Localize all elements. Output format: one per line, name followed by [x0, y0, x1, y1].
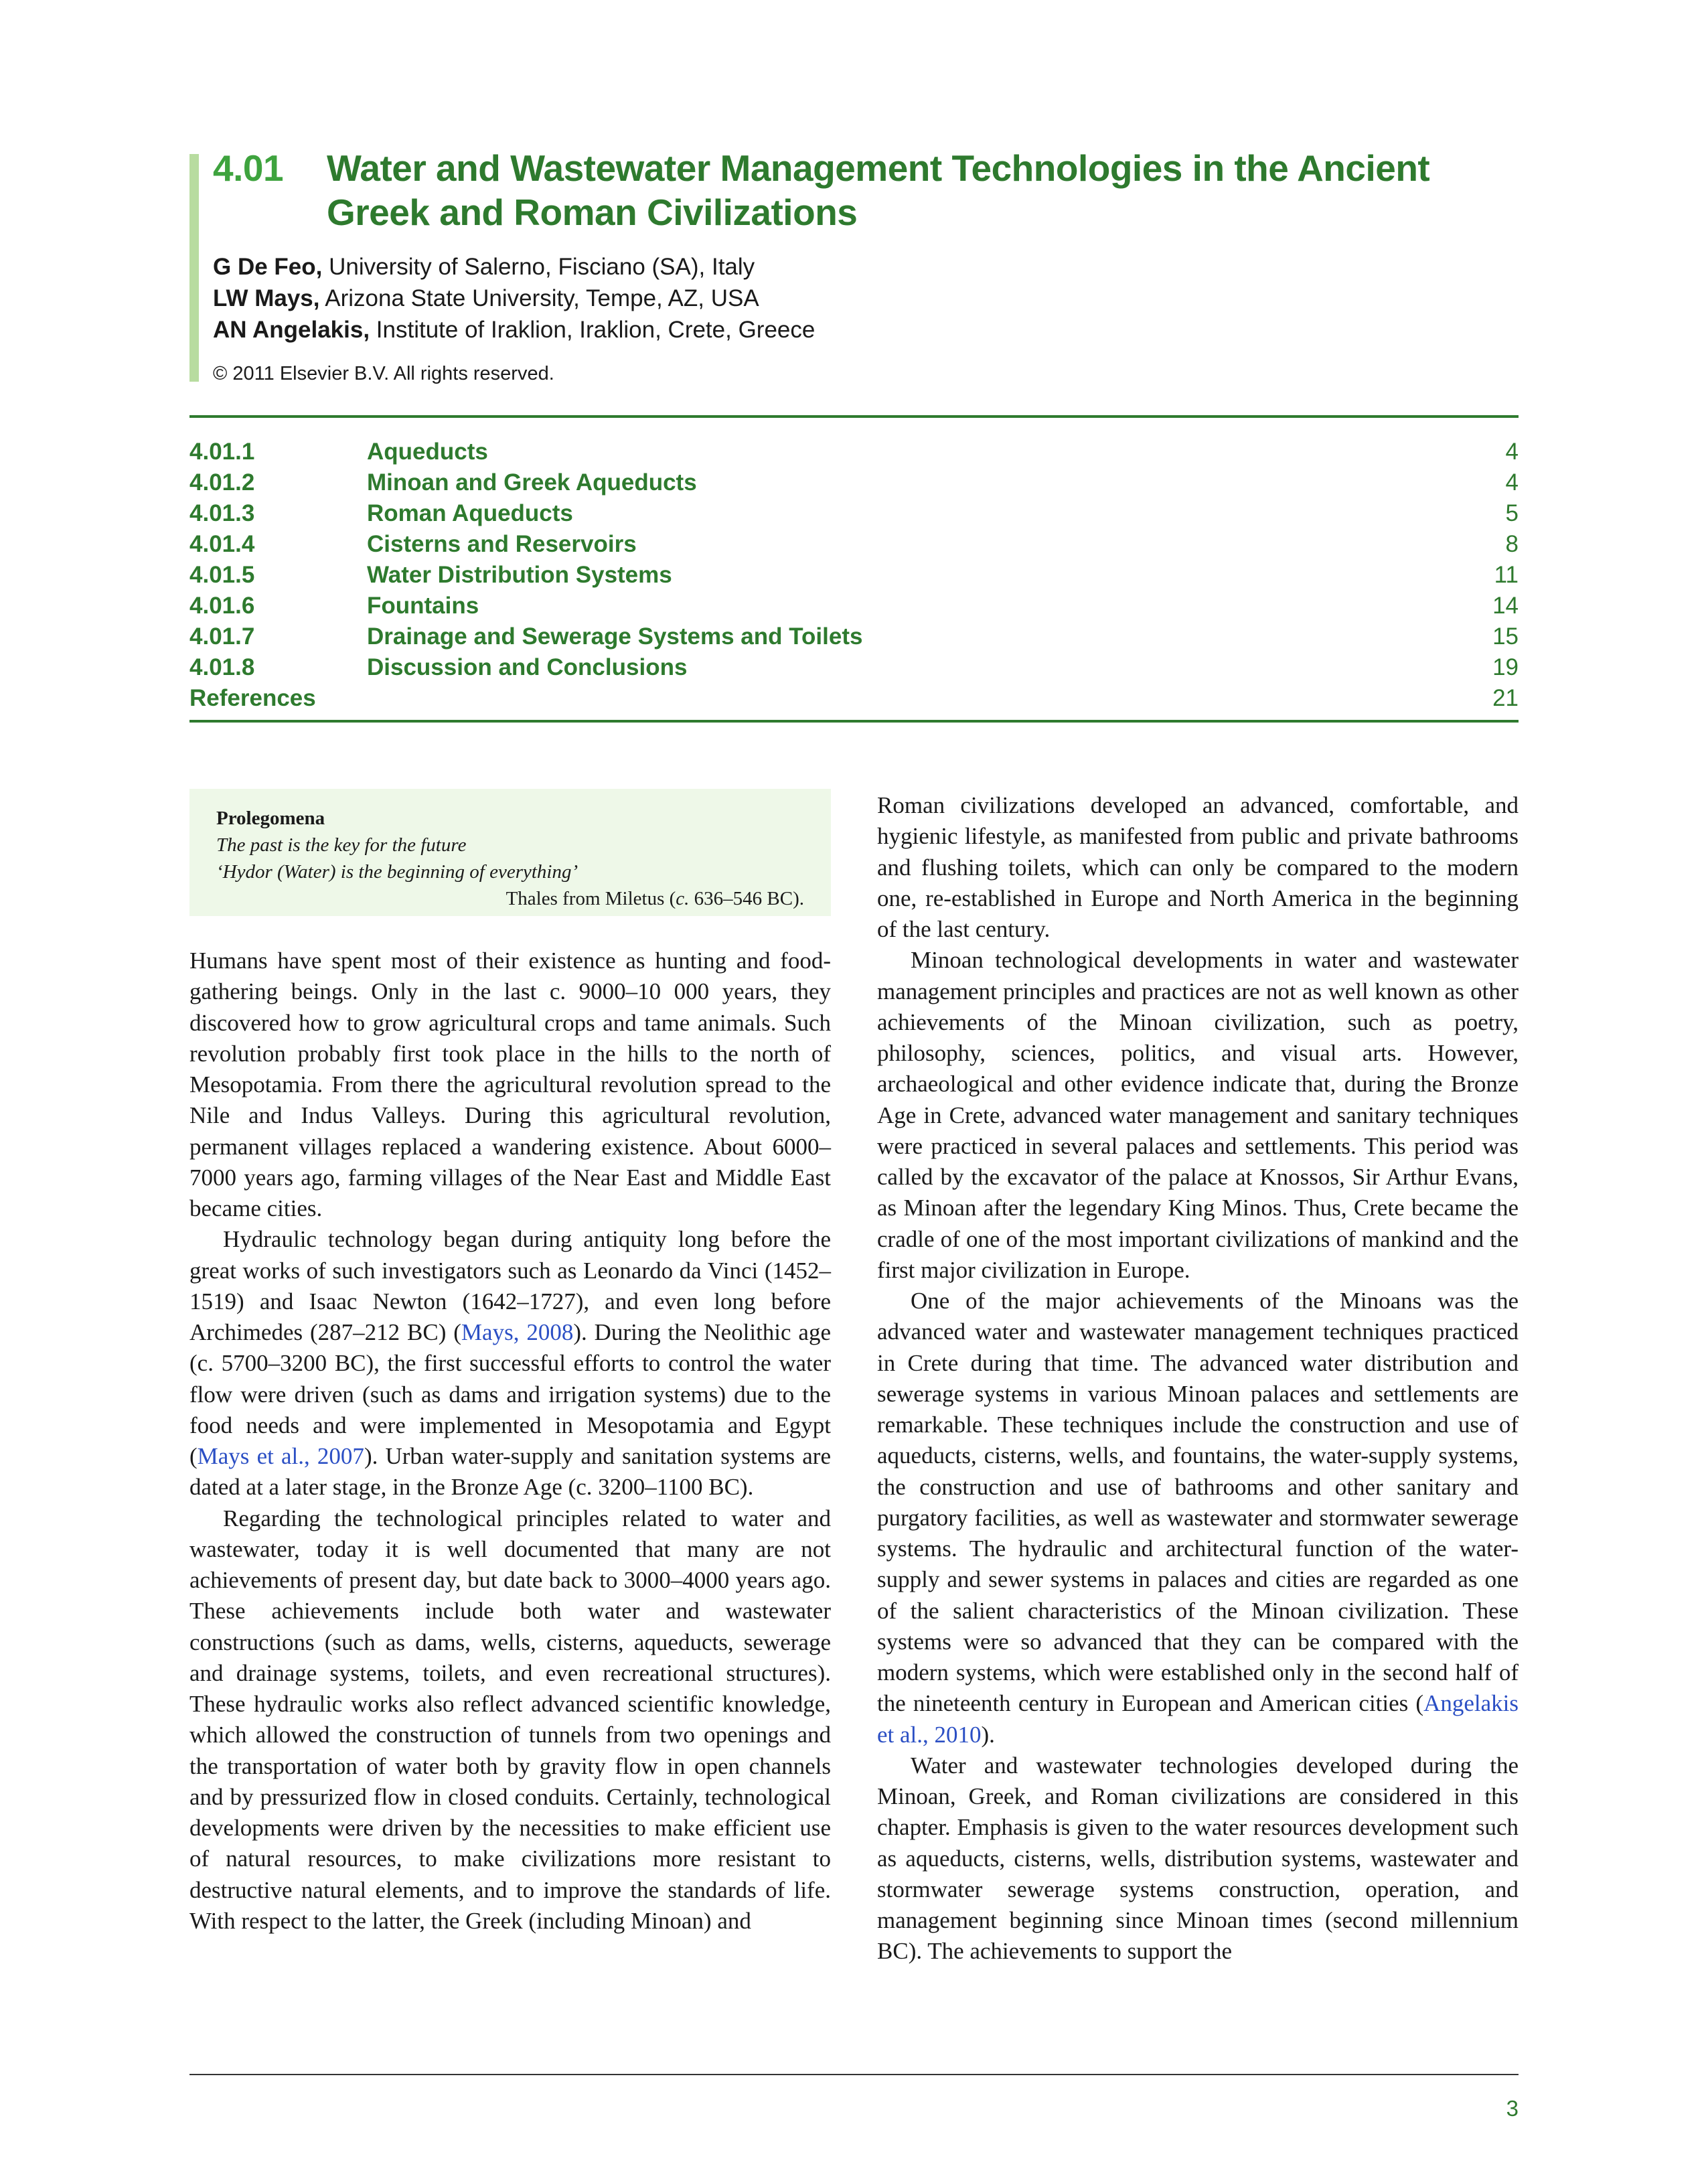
paragraph [877, 1286, 1519, 1750]
toc-number: 4.01.2 [189, 469, 255, 496]
toc-number: References [189, 685, 316, 711]
toc-title: Water Distribution Systems [367, 562, 672, 588]
page-number: 3 [1506, 2096, 1519, 2121]
toc-page: 4 [1505, 469, 1519, 496]
toc-title: Aqueducts [367, 439, 488, 465]
toc-number: 4.01.4 [189, 531, 255, 557]
toc-title: Fountains [367, 593, 479, 619]
paragraph: Water and wastewater technologies developed during the Minoan, Greek, and Roman civilizations are considered in this chapter. Emphasis is given to the water resources development such as aqueducts, cisterns, wells, distribution systems, wastewater and stormwater sewerage systems construction, operation, and management beginning since Minoan times (second millennium BC). The achievements to support the [877, 1752, 1519, 1965]
toc-page: 15 [1492, 623, 1519, 650]
toc-entry[interactable] [189, 683, 1519, 714]
toc-title: Cisterns and Reservoirs [367, 531, 637, 557]
paragraph: Humans have spent most of their existence as hunting and food-gathering beings. Only in the last c. 9000–10 000 years, they discovered how to grow agricultural crops and tame animals. Such revolution probably first took place in the hills to the north of Mesopotamia. From there the agricultural revolution spread to the Nile and Indus Valleys. During this agricultural revolution, permanent villages replaced a wandering existence. About 6000–7000 years ago, farming villages of the Near East and Middle East became cities. [189, 948, 831, 1221]
right-column [877, 790, 1519, 1967]
toc-number: 4.01.1 [189, 439, 255, 465]
toc-title: Roman Aqueducts [367, 500, 573, 526]
toc-page: 14 [1492, 593, 1519, 619]
copyright-notice: © 2011 Elsevier B.V. All rights reserved. [213, 363, 554, 384]
paragraph-text: Hydraulic technology began during antiquity long before the great works of such investigators such as Leonardo da Vinci (1452–1519) and Isaac Newton (1642–1727), and even long before Archimedes (287–212 BC) ( [189, 1226, 831, 1345]
prolegomena-quote-line: The past is the key for the future [216, 834, 467, 856]
toc-page: 4 [1505, 439, 1519, 465]
citation-link[interactable]: Mays et al., 2007 [197, 1443, 364, 1469]
paragraph-text: One of the major achievements of the Minoans was the advanced water and wastewater management techniques practiced in Crete during that time. The advanced water distribution and sewerage systems in various Minoan palaces and settlements are remarkable. These techniques include the construction and use of aqueducts, cisterns, wells, and fountains, the water-supply systems, the construction and use of bathrooms and other sanitary and purgatory facilities, as well as wastewater and stormwater sewerage systems. The hydraulic and architectural function of the water-supply and sewer systems in palaces and cities are regarded as one of the salient characteristics of the Minoan civilization. These systems were so advanced that they can be compared with the modern systems, which were established only in the second half of the nineteenth century in European and American cities ( [877, 1288, 1519, 1717]
toc-page: 19 [1492, 654, 1519, 680]
author-line [213, 314, 815, 346]
paragraph-text: ). During the Neolithic age (c. 5700–3200 BC), the first successful efforts to control the water flow were driven (such as dams and irrigation systems) due to the food needs and were implemented in Mesopotamia and Egypt ( [189, 1319, 832, 1469]
table-of-contents [189, 437, 1519, 714]
toc-number: 4.01.8 [189, 654, 255, 680]
toc-entry[interactable] [189, 560, 1519, 591]
author-list [213, 251, 815, 346]
left-column [189, 946, 831, 1937]
toc-number: 4.01.5 [189, 562, 255, 588]
citation-link[interactable]: Angelakis et al., 2010 [877, 1690, 1519, 1748]
toc-entry[interactable] [189, 591, 1519, 621]
toc-title: Discussion and Conclusions [367, 654, 688, 680]
author-affiliation: Arizona State University, Tempe, AZ, USA [325, 285, 759, 311]
toc-entry[interactable] [189, 621, 1519, 652]
toc-page: 5 [1505, 500, 1519, 526]
toc-number: 4.01.6 [189, 593, 255, 619]
chapter-title-text: Water and Wastewater Management Technologies in the Ancient Greek and Roman Civilizations [327, 147, 1430, 233]
toc-entry[interactable] [189, 437, 1519, 467]
toc-number: 4.01.7 [189, 623, 255, 650]
paragraph: Roman civilizations developed an advanced, comfortable, and hygienic lifestyle, as manifested from public and private bathrooms and flushing toilets, which can only be compared to the modern one, re-established in Europe and North America in the beginning of the last century. [877, 792, 1519, 942]
paragraph [189, 1224, 831, 1503]
author-name: LW Mays, [213, 285, 320, 311]
author-line [213, 251, 815, 283]
author-name: G De Feo, [213, 254, 323, 280]
toc-page: 11 [1494, 562, 1519, 588]
header-accent-bar [189, 154, 199, 382]
toc-number: 4.01.3 [189, 500, 255, 526]
toc-entry[interactable] [189, 498, 1519, 529]
paragraph: Minoan technological developments in water and wastewater management principles and practices are not as well known as other achievements of the Minoan civilization, such as poetry, philosophy, sciences, politics, and visual arts. However, archaeological and other evidence indicate that, during the Bronze Age in Crete, advanced water management and sanitary techniques were practiced in several palaces and settlements. This period was called by the excavator of the palace at Knossos, Sir Arthur Evans, as Minoan after the legendary King Minos. Thus, Crete became the cradle of one of the most important civilizations of mankind and the first major civilization in Europe. [877, 947, 1519, 1283]
toc-top-rule [189, 415, 1519, 418]
paragraph-text: ). Urban water-supply and sanitation systems are dated at a later stage, in the Bronze Age (c. 3200–1100 BC). [189, 1443, 831, 1501]
toc-title [367, 683, 1438, 714]
chapter-title [213, 146, 1525, 234]
author-affiliation: University of Salerno, Fisciano (SA), Italy [329, 254, 755, 280]
attribution-circa: c. [676, 888, 690, 909]
attribution-text: Thales from Miletus ( [506, 888, 676, 909]
paragraph: Regarding the technological principles related to water and wastewater, today it is well documented that many are not achievements of present day, but date back to 3000–4000 years ago. These achievements include both water and wastewater constructions (such as dams, wells, cisterns, aqueducts, sewerage and drainage systems, toilets, and even recreational structures). These hydraulic works also reflect advanced scientific knowledge, which allowed the construction of tunnels from two openings and the transportation of water both by gravity flow in open channels and by pressurized flow in closed conduits. Certainly, technological developments were driven by the necessities to make efficient use of natural resources, to make civilizations more resistant to destructive natural elements, and to improve the standards of life. With respect to the latter, the Greek (including Minoan) and [189, 1505, 831, 1934]
toc-title: Drainage and Sewerage Systems and Toilets [367, 623, 863, 650]
prolegomena-quote-line: ‘Hydor (Water) is the beginning of everything’ [216, 861, 578, 883]
author-name: AN Angelakis, [213, 317, 370, 343]
toc-title: Minoan and Greek Aqueducts [367, 469, 697, 496]
toc-page: 8 [1505, 531, 1519, 557]
toc-entry[interactable] [189, 652, 1519, 683]
citation-link[interactable]: Mays, 2008 [461, 1319, 574, 1345]
attribution-text: 636–546 BC). [689, 888, 804, 909]
prolegomena-box [189, 789, 831, 916]
toc-page: 21 [1492, 685, 1519, 711]
author-affiliation: Institute of Iraklion, Iraklion, Crete, Greece [376, 317, 816, 343]
toc-entry[interactable] [189, 529, 1519, 560]
toc-entry[interactable] [189, 467, 1519, 498]
prolegomena-heading: Prolegomena [216, 808, 325, 829]
author-line [213, 283, 815, 314]
paragraph-text: ). [981, 1721, 995, 1748]
toc-bottom-rule [189, 720, 1519, 723]
footer-rule [189, 2074, 1519, 2075]
chapter-number: 4.01 [213, 147, 284, 189]
prolegomena-attribution [216, 885, 804, 912]
